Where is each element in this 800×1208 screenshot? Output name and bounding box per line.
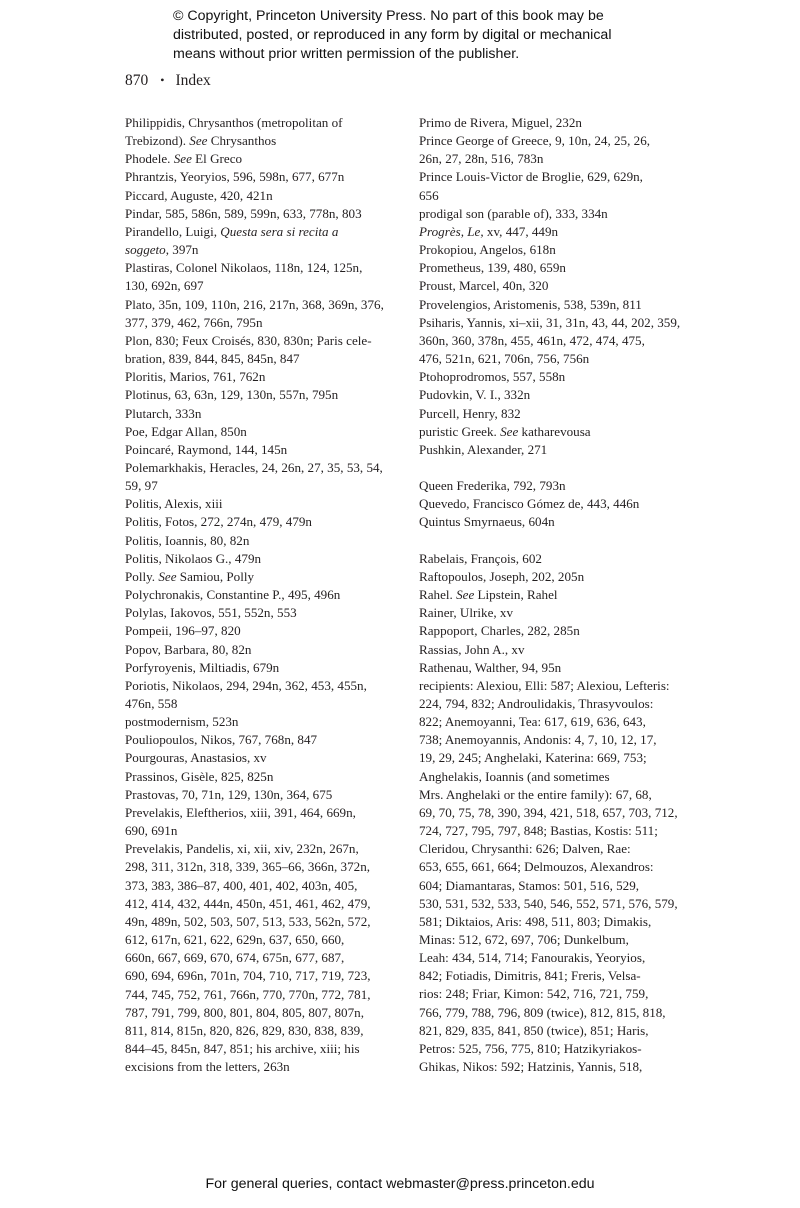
index-entry-line: rios: 248; Friar, Kimon: 542, 716, 721, 759, [419,986,649,1002]
index-entry [125,332,415,368]
index-entry-line: Plon, 830; Feux Croisés, 830, 830n; Paris cele- [125,332,372,348]
index-entry [125,150,415,168]
index-entry-line: Quintus Smyrnaeus, 604n [419,514,555,530]
index-entry [125,532,415,550]
index-entry-line: Purcell, Henry, 832 [419,405,521,421]
index-entry-line: 738; Anemoyannis, Andonis: 4, 7, 10, 12, 17, [419,732,657,748]
index-entry-line: Pompeii, 196–97, 820 [125,623,241,639]
index-entry [125,677,415,713]
copyright-notice [173,7,643,64]
index-entry [125,731,415,749]
index-entry-line: Trebizond). See Chrysanthos [125,133,277,149]
index-entry-line: 766, 779, 788, 796, 809 (twice), 812, 815, 818, [419,1004,666,1020]
index-entry [419,168,709,204]
index-entry [419,441,709,459]
copyright-line: means without prior written permission of the publisher. [173,46,520,62]
index-entry-line: Ptohoprodromos, 557, 558n [419,369,566,385]
index-entry [419,550,709,568]
index-entry-line: Rahel. See Lipstein, Rahel [419,587,558,603]
index-entry-line: Plato, 35n, 109, 110n, 216, 217n, 368, 369n, 376, [125,296,384,312]
index-entry-line: 653, 655, 661, 664; Delmouzos, Alexandros: [419,859,654,875]
index-entry-line: 476n, 558 [125,696,178,711]
index-entry [125,459,415,495]
index-entry-line: 690, 694, 696n, 701n, 704, 710, 717, 719, 723, [125,968,371,984]
copyright-line: © Copyright, Princeton University Press. No part of this book may be [173,8,604,24]
index-entry-line: Pindar, 585, 586n, 589, 599n, 633, 778n, 803 [125,205,362,221]
index-entry-line: Prastovas, 70, 71n, 129, 130n, 364, 675 [125,786,333,802]
index-entry-line: 744, 745, 752, 761, 766n, 770, 770n, 772, 781, [125,986,371,1002]
index-entry-line: Quevedo, Francisco Gómez de, 443, 446n [419,496,640,512]
letter-group-gap [419,532,709,550]
index-entry-line: Queen Frederika, 792, 793n [419,478,566,494]
index-entry-line: 811, 814, 815n, 820, 826, 829, 830, 838, 839, [125,1022,364,1038]
index-entry [125,568,415,586]
index-entry-line: 26n, 27, 28n, 516, 783n [419,151,544,167]
index-entry-line: 224, 794, 832; Androulidakis, Thrasyvoulos: [419,695,654,711]
index-column-right [419,114,709,1076]
index-entry-line: 604; Diamantaras, Stamos: 501, 516, 529, [419,877,640,893]
page-number: 870 [125,72,149,89]
index-entry [125,804,415,840]
index-entry-line: Poriotis, Nikolaos, 294, 294n, 362, 453, 455n, [125,677,367,693]
index-entry [125,205,415,223]
index-entry-line: Rathenau, Walther, 94, 95n [419,659,562,675]
index-entry-line: 19, 29, 245; Anghelaki, Katerina: 669, 753; [419,750,647,766]
index-entry-line: 612, 617n, 621, 622, 629n, 637, 650, 660, [125,932,345,948]
index-entry-line: 130, 692n, 697 [125,278,204,294]
index-entry [125,223,415,259]
index-entry-line: Polylas, Iakovos, 551, 552n, 553 [125,605,297,621]
index-entry-line: Poe, Edgar Allan, 850n [125,423,247,439]
index-entry [125,296,415,332]
index-entry-line: Pushkin, Alexander, 271 [419,441,548,457]
index-entry [125,550,415,568]
index-entry-line: Plastiras, Colonel Nikolaos, 118n, 124, 125n, [125,260,363,276]
index-entry-line: Ghikas, Nikos: 592; Hatzinis, Yannis, 518, [419,1059,643,1075]
index-entry-line: Prince Louis-Victor de Broglie, 629, 629n, [419,169,643,185]
index-entry-line: prodigal son (parable of), 333, 334n [419,205,608,221]
section-title: Index [175,72,211,89]
index-entry-line: Polemarkhakis, Heracles, 24, 26n, 27, 35, 53, 54, [125,459,383,475]
index-entry-line: 724, 727, 795, 797, 848; Bastias, Kostis: 511; [419,823,658,839]
index-entry-line: Rassias, John A., xv [419,641,525,657]
index-entry [125,840,415,1076]
index-entry [125,368,415,386]
index-entry-line: postmodernism, 523n [125,714,239,730]
index-entry [125,187,415,205]
index-entry-line: 581; Diktaios, Aris: 498, 511, 803; Dimakis, [419,913,652,929]
letter-group-gap [419,459,709,477]
index-entry [419,405,709,423]
index-entry [419,495,709,513]
index-entry-line: 844–45, 845n, 847, 851; his archive, xiii; his [125,1040,360,1056]
bullet-separator-icon: • [160,73,165,87]
index-entry [125,622,415,640]
index-entry-line: Psiharis, Yannis, xi–xii, 31, 31n, 43, 44, 202, 359, [419,314,681,330]
index-entry-line: Polly. See Samiou, Polly [125,568,255,584]
index-entry [125,586,415,604]
index-entry-line: 656 [419,187,439,203]
index-entry [419,223,709,241]
index-entry-line: Politis, Ioannis, 80, 82n [125,532,250,548]
index-entry-line: Prevelakis, Pandelis, xi, xii, xiv, 232n, 267n, [125,841,359,857]
index-entry [419,114,709,132]
index-entry-line: Politis, Fotos, 272, 274n, 479, 479n [125,514,312,530]
index-entry-line: Anghelakis, Ioannis (and sometimes [419,768,610,784]
index-entry [125,513,415,531]
index-entry [419,659,709,677]
index-entry [125,749,415,767]
index-entry-line: Progrès, Le, xv, 447, 449n [419,223,559,239]
index-entry-line: Prometheus, 139, 480, 659n [419,260,566,276]
index-entry-line: 69, 70, 75, 78, 390, 394, 421, 518, 657, 703, 712, [419,804,678,820]
footer-contact: For general queries, contact webmaster@press.princeton.edu [205,1176,595,1192]
index-entry [419,586,709,604]
index-entry [419,132,709,168]
index-entry [419,296,709,314]
index-entry-line: 660n, 667, 669, 670, 674, 675n, 677, 687, [125,950,345,966]
index-entry [125,441,415,459]
index-entry-line: 59, 97 [125,478,158,494]
index-column-left [125,114,415,1076]
index-entry [125,641,415,659]
index-entry-line: Provelengios, Aristomenis, 538, 539n, 811 [419,296,642,312]
index-entry [125,423,415,441]
index-entry-line: 298, 311, 312n, 318, 339, 365–66, 366n, 372n, [125,859,371,875]
index-entry-line: 412, 414, 432, 444n, 450n, 451, 461, 462, 479, [125,895,371,911]
index-entry-line: Prokopiou, Angelos, 618n [419,242,556,258]
index-entry [419,513,709,531]
running-head [125,72,211,90]
index-entry-line: Phrantzis, Yeoryios, 596, 598n, 677, 677n [125,169,345,185]
index-entry-line: 842; Fotiadis, Dimitris, 841; Freris, Velsa- [419,968,641,984]
index-entry [419,423,709,441]
index-entry-line: Prassinos, Gisèle, 825, 825n [125,768,274,784]
index-entry-line: Pirandello, Luigi, Questa sera si recita a [125,223,339,239]
index-entry [125,659,415,677]
index-entry-line: 476, 521n, 621, 706n, 756, 756n [419,351,590,367]
index-entry-line: Polychronakis, Constantine P., 495, 496n [125,587,341,603]
index-entry-line: 49n, 489n, 502, 503, 507, 513, 533, 562n, 572, [125,913,371,929]
index-entry [419,568,709,586]
index-entry-line: Rappoport, Charles, 282, 285n [419,623,580,639]
index-entry-line: Cleridou, Chrysanthi: 626; Dalven, Rae: [419,841,631,857]
index-entry-line: Politis, Alexis, xiii [125,496,223,512]
index-entry [419,641,709,659]
index-entry-line: bration, 839, 844, 845, 845n, 847 [125,351,300,367]
index-entry [125,786,415,804]
index-entry-line: Pouliopoulos, Nikos, 767, 768n, 847 [125,732,318,748]
index-entry-line: puristic Greek. See katharevousa [419,423,591,439]
index-entry-line: Plotinus, 63, 63n, 129, 130n, 557n, 795n [125,387,339,403]
index-entry-line: Politis, Nikolaos G., 479n [125,550,262,566]
index-entry-line: 530, 531, 532, 533, 540, 546, 552, 571, 576, 579, [419,895,678,911]
index-entry-line: 821, 829, 835, 841, 850 (twice), 851; Haris, [419,1022,649,1038]
copyright-line: distributed, posted, or reproduced in any form by digital or mechanical [173,27,612,43]
index-entry-line: Philippidis, Chrysanthos (metropolitan of [125,115,343,130]
index-entry-line: Prince George of Greece, 9, 10n, 24, 25, 26, [419,133,651,149]
index-entry-line: 377, 379, 462, 766n, 795n [125,314,263,330]
index-entry-line: Raftopoulos, Joseph, 202, 205n [419,568,585,584]
index-entry-line: Plutarch, 333n [125,405,202,421]
index-entry-line: Pourgouras, Anastasios, xv [125,750,267,766]
index-entry-line: soggeto, 397n [125,242,199,258]
index-entry-line: 690, 691n [125,823,178,839]
index-entry [419,604,709,622]
index-entry [125,604,415,622]
index-entry-line: Pudovkin, V. I., 332n [419,387,531,403]
index-entry-line: 822; Anemoyanni, Tea: 617, 619, 636, 643, [419,714,646,730]
index-entry [419,386,709,404]
index-entry [419,314,709,368]
index-entry-line: Minas: 512, 672, 697, 706; Dunkelbum, [419,932,629,947]
index-entry [125,168,415,186]
index-entry [419,477,709,495]
index-entry-line: Primo de Rivera, Miguel, 232n [419,115,582,130]
index-entry [419,368,709,386]
index-entry-line: Porfyroyenis, Miltiadis, 679n [125,659,280,675]
index-entry [125,386,415,404]
index-entry-line: Mrs. Anghelaki or the entire family): 67, 68, [419,786,652,802]
index-entry-line: Piccard, Auguste, 420, 421n [125,187,273,203]
index-entry-line: excisions from the letters, 263n [125,1059,290,1075]
index-entry [419,205,709,223]
index-entry-line: Rabelais, François, 602 [419,550,542,566]
index-entry-line: Ploritis, Marios, 761, 762n [125,369,266,385]
index-entry [125,405,415,423]
index-entry-line: Phodele. See El Greco [125,151,243,167]
index-entry-line: Proust, Marcel, 40n, 320 [419,278,549,294]
index-entry [419,277,709,295]
index-entry [125,114,415,150]
index-entry-line: Poincaré, Raymond, 144, 145n [125,441,288,457]
index-entry [125,259,415,295]
index-entry-line: 787, 791, 799, 800, 801, 804, 805, 807, 807n, [125,1004,364,1020]
index-entry-line: Petros: 525, 756, 775, 810; Hatzikyriakos- [419,1040,642,1056]
index-entry-line: Prevelakis, Eleftherios, xiii, 391, 464, 669n, [125,804,356,820]
index-entry-line: recipients: Alexiou, Elli: 587; Alexiou, Lefteris: [419,677,670,693]
index-entry [125,713,415,731]
index-entry [419,259,709,277]
index-entry-line: 373, 383, 386–87, 400, 401, 402, 403n, 405, [125,877,358,893]
index-entry-line: 360n, 360, 378n, 455, 461n, 472, 474, 475, [419,332,645,348]
index-entry-line: Popov, Barbara, 80, 82n [125,641,252,657]
index-entry-line: Leah: 434, 514, 714; Fanourakis, Yeoryios, [419,950,646,966]
index-entry-line: Rainer, Ulrike, xv [419,605,514,621]
index-entry [419,677,709,1076]
index-entry [419,622,709,640]
index-entry [419,241,709,259]
index-entry [125,768,415,786]
index-entry [125,495,415,513]
